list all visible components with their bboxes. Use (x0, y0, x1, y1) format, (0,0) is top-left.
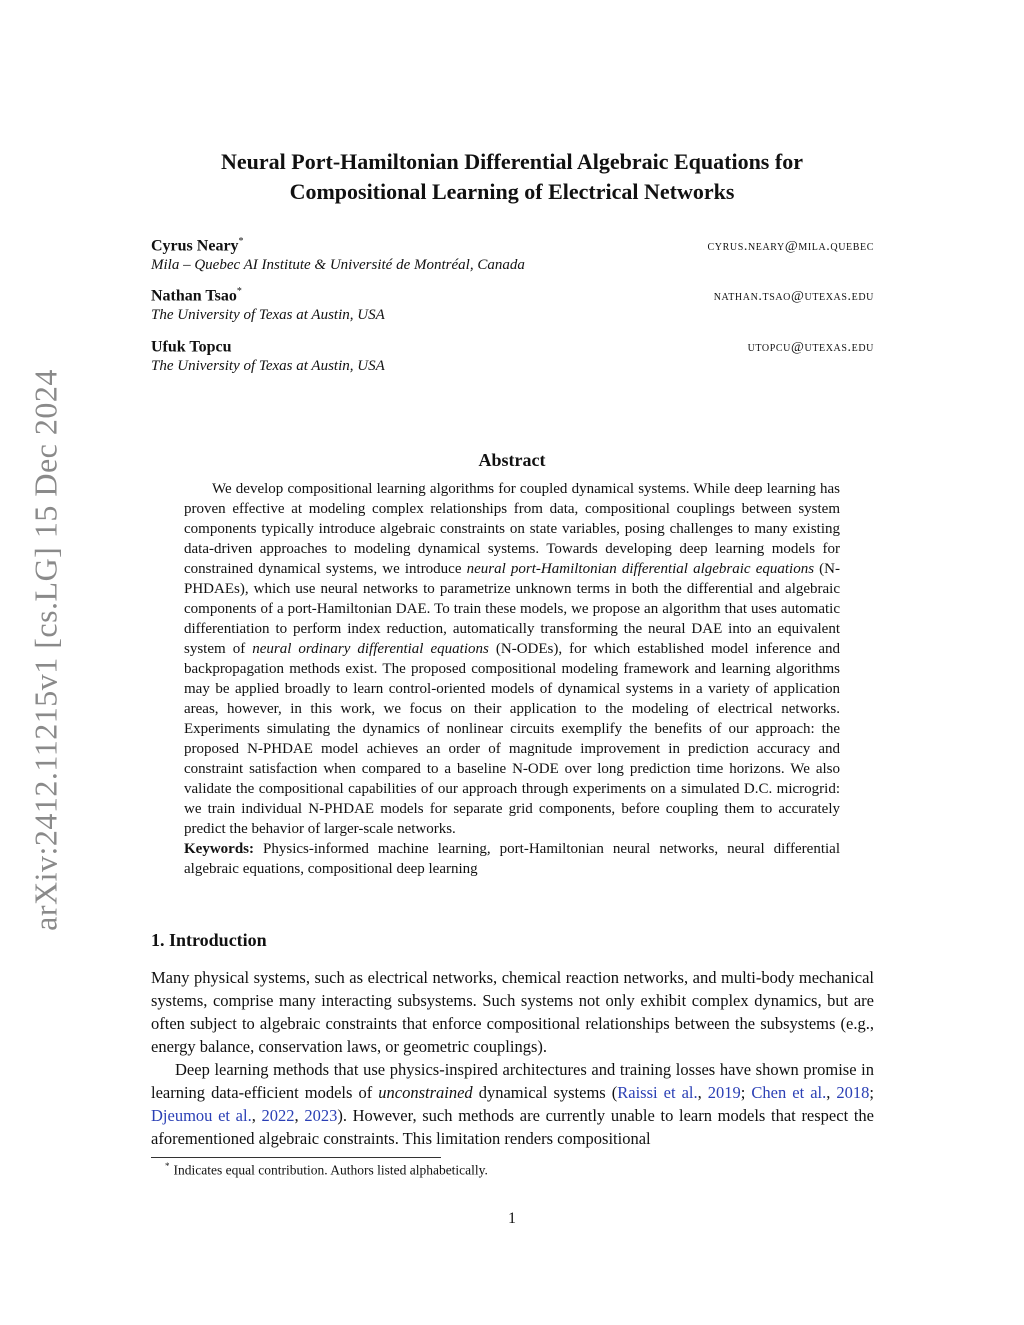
abstract-heading: Abstract (478, 450, 546, 470)
intro-paragraph-1: Many physical systems, such as electrical networks, chemical reaction networks, and multi-body mechanical systems, comprise many interacting subsystems. Such systems not only exhibit complex dynamics, but are often subject to algebraic constraints that enforce compositional relationships between the subsystems (e.g., energy balance, conservation laws, or geometric couplings). (151, 968, 874, 1056)
author-block (151, 337, 874, 375)
author-affiliation: The University of Texas at Austin, USA (151, 307, 385, 324)
author-affiliation: Mila – Quebec AI Institute & Université de Montréal, Canada (151, 257, 525, 274)
intro-paragraph-2: Deep learning methods that use physics-inspired architectures and training losses have shown promise in learning data-efficient models of unconstrained dynamical systems (Raissi et al., 2019; Chen et al., 2018; Djeumou et al., 2022, 2023). However, such methods are currently unable to learn models that respect the aforementioned algebraic constraints. This limitation renders compositional (151, 1060, 875, 1148)
author-block (151, 286, 874, 324)
arxiv-identifier: arXiv:2412.11215v1 [cs.LG] 15 Dec 2024 (27, 369, 64, 931)
footnote: * Indicates equal contribution. Authors listed alphabetically. (165, 1161, 488, 1178)
citation-link[interactable]: 2022 (261, 1106, 295, 1125)
introduction-body (151, 966, 874, 1150)
citation-link[interactable]: Djeumou et al. (151, 1106, 252, 1125)
section-heading-introduction: 1. Introduction (151, 930, 267, 950)
citation-link[interactable]: 2018 (836, 1083, 870, 1102)
title-line-1: Neural Port-Hamiltonian Differential Algebraic Equations for (221, 149, 803, 174)
page-number: 1 (508, 1210, 516, 1227)
footnote-divider (151, 1157, 441, 1158)
author-name: Ufuk Topcu (151, 338, 232, 356)
citation-link[interactable]: Raissi et al. (617, 1083, 698, 1102)
citation-link[interactable]: Chen et al. (751, 1083, 827, 1102)
abstract-paragraph: We develop compositional learning algorithms for coupled dynamical systems. While deep learning has proven effective at modeling complex relationships from data, compositional couplings between system components typically introduce algebraic constraints on state variables, posing challenges to many existing data-driven approaches to modeling dynamical systems. Towards developing deep learning models for constrained dynamical systems, we introduce neural port-Hamiltonian differential algebraic equations (N-PHDAEs), which use neural networks to parametrize unknown terms in both the differential and algebraic components of a port-Hamiltonian DAE. To train these models, we propose an algorithm that uses automatic differentiation to perform index reduction, automatically transforming the neural DAE into an equivalent system of neural ordinary differential equations (N-ODEs), for which established model inference and backpropagation methods exist. The proposed compositional modeling framework and learning algorithms may be applied broadly to learn control-oriented models of dynamical systems in a variety of application areas, however, in this work, we focus on their application to the modeling of electrical networks. Experiments simulating the dynamics of nonlinear circuits exemplify the benefits of our approach: the proposed N-PHDAE model achieves an order of magnitude improvement in prediction accuracy and constraint satisfaction when compared to a baseline N-ODE over long prediction time horizons. We also validate the compositional capabilities of our approach through experiments on a simulated D.C. microgrid: we train individual N-PHDAE models for separate grid components, before coupling them to accurately predict the behavior of larger-scale networks. (184, 481, 840, 837)
citation-link[interactable]: 2023 (304, 1106, 338, 1125)
author-email[interactable]: cyrus.neary@mila.quebec (707, 239, 874, 255)
keywords: Keywords: Physics-informed machine learning, port-Hamiltonian neural networks, neural differential algebraic equations, compositional deep learning (184, 841, 840, 877)
author-name: Cyrus Neary* (151, 236, 244, 255)
title-line-2: Compositional Learning of Electrical Networks (289, 179, 735, 204)
author-block (151, 236, 874, 274)
citation-link[interactable]: 2019 (707, 1083, 741, 1102)
author-affiliation: The University of Texas at Austin, USA (151, 358, 385, 375)
author-name: Nathan Tsao* (151, 286, 242, 305)
author-email[interactable]: nathan.tsao@utexas.edu (713, 289, 874, 305)
abstract-body (184, 479, 840, 879)
author-email[interactable]: utopcu@utexas.edu (747, 340, 874, 356)
paper-title (150, 147, 874, 207)
